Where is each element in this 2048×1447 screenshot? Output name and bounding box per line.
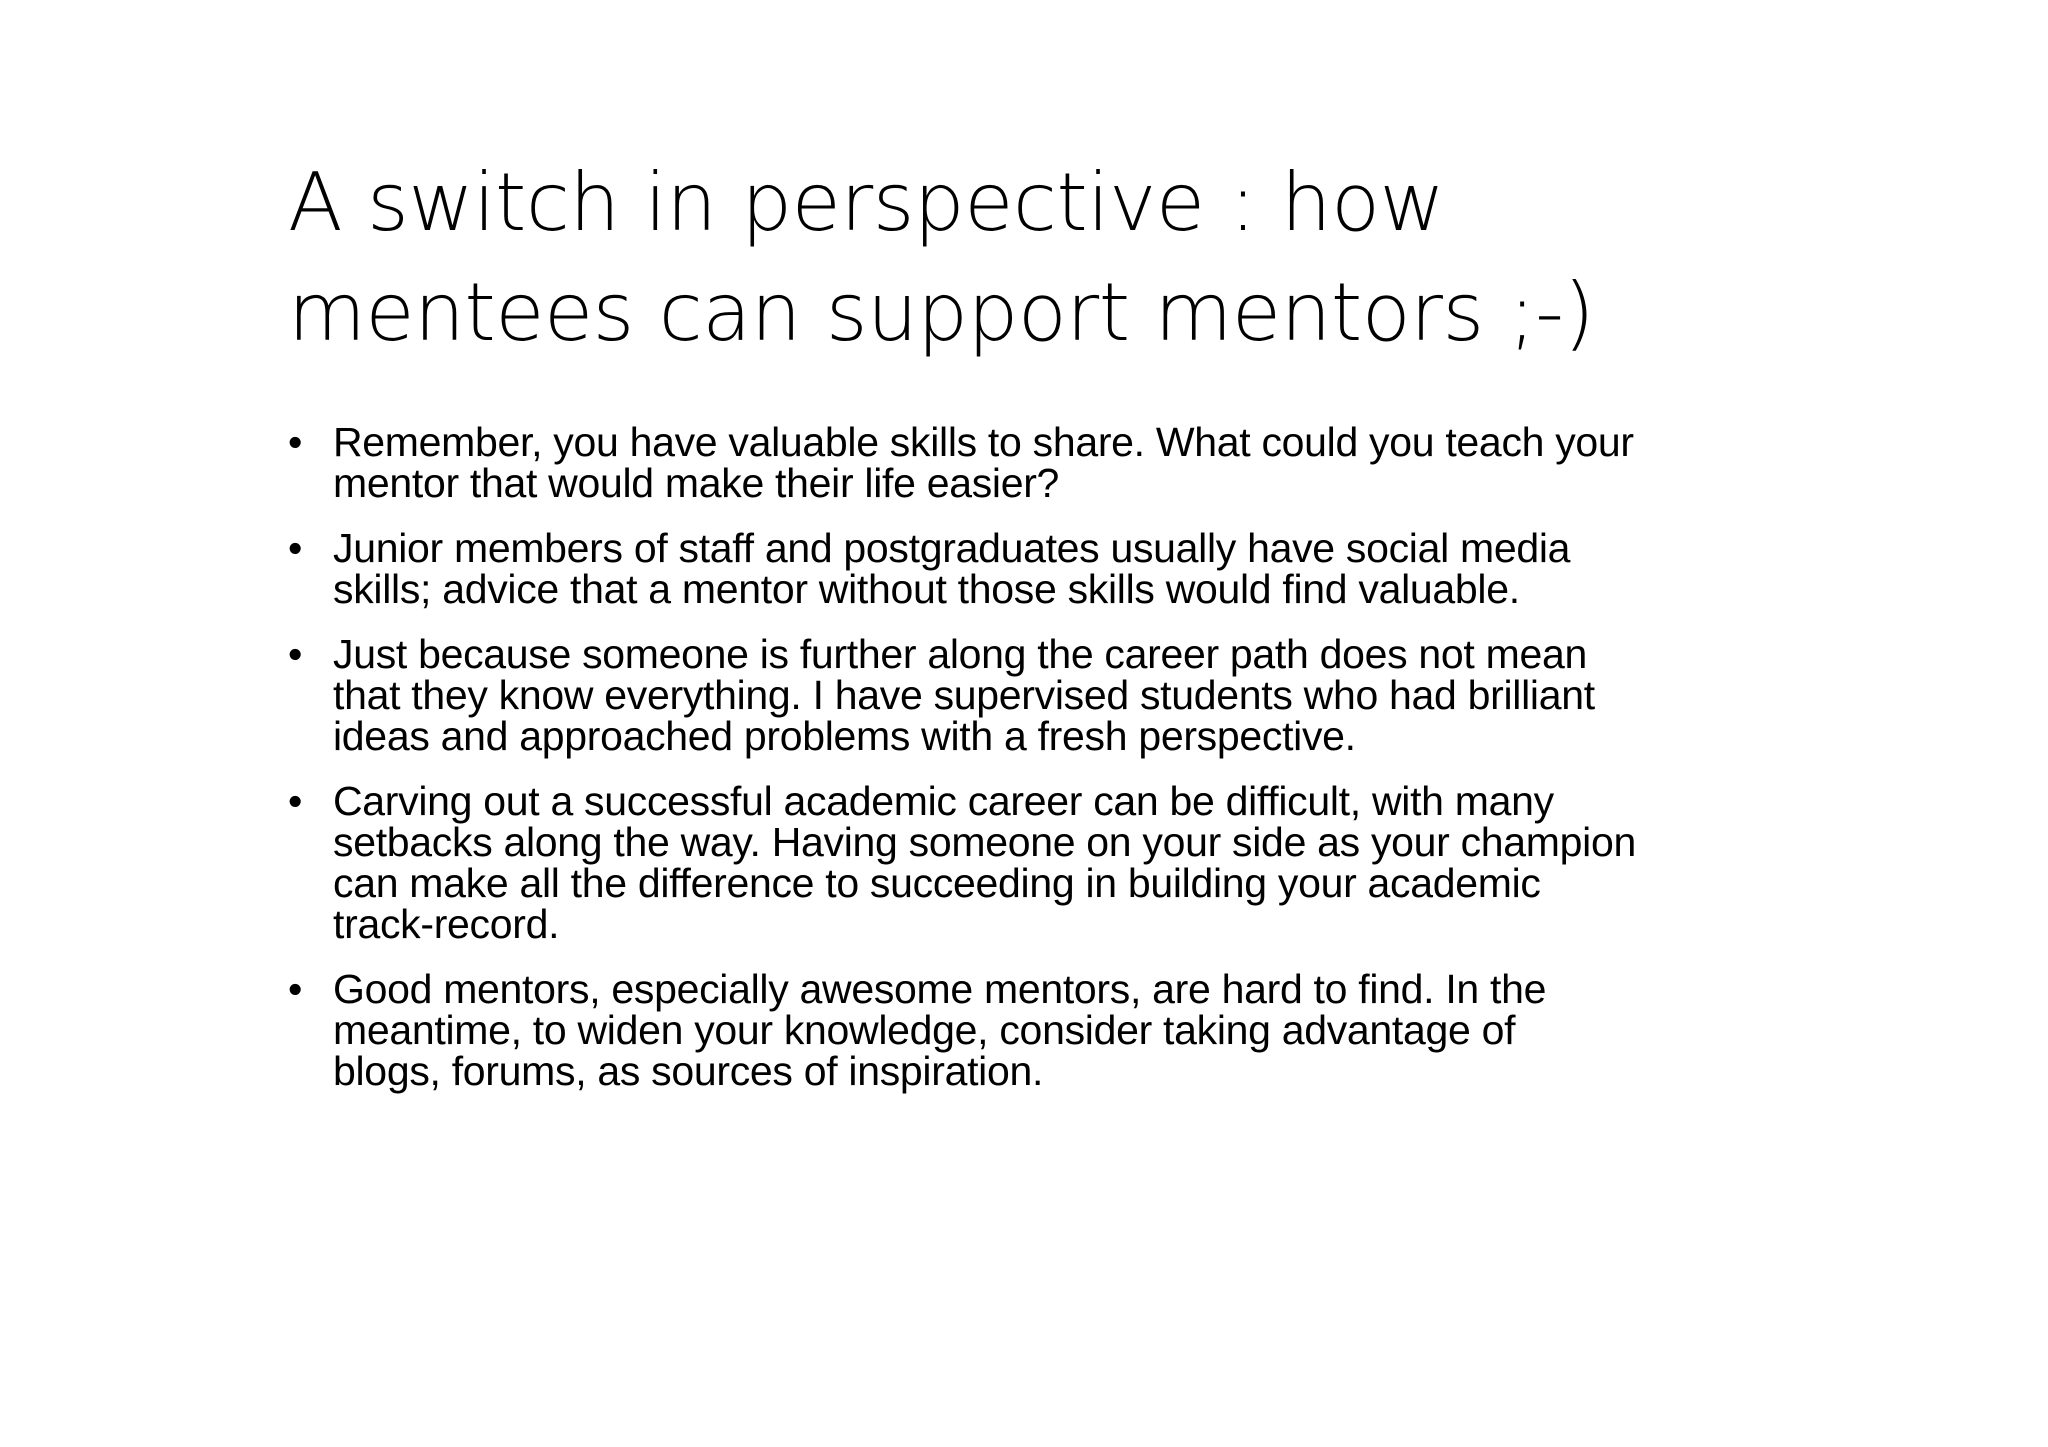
slide-title (288, 148, 1848, 368)
bullet-item (288, 419, 1788, 506)
bullet-text (333, 631, 1788, 759)
bullet-text (333, 419, 1788, 506)
bullet-line: setbacks along the way. Having someone on your side as your champion (333, 819, 1636, 865)
bullet-line: blogs, forums, as sources of inspiration. (333, 1048, 1044, 1094)
bullet-list (288, 419, 1788, 1116)
bullet-line: can make all the difference to succeeding in building your academic (333, 860, 1541, 906)
bullet-line: track-record. (333, 901, 560, 947)
bullet-line: that they know everything. I have supervised students who had brilliant (333, 672, 1595, 718)
bullet-line: mentor that would make their life easier? (333, 460, 1060, 506)
bullet-line: Carving out a successful academic career can be difficult, with many (333, 778, 1554, 824)
bullet-item (288, 778, 1788, 947)
bullet-line: meantime, to widen your knowledge, consider taking advantage of (333, 1007, 1516, 1053)
slide-title-line: A switch in perspective : how (288, 156, 1445, 249)
bullet-marker: • (288, 631, 303, 677)
bullet-item (288, 525, 1788, 612)
bullet-line: ideas and approached problems with a fresh perspective. (333, 713, 1356, 759)
bullet-marker: • (288, 525, 303, 571)
slide-title-line: mentees can support mentors ;-) (288, 266, 1595, 359)
bullet-text (333, 778, 1788, 947)
bullet-text (333, 525, 1788, 612)
bullet-marker: • (288, 419, 303, 465)
bullet-item (288, 966, 1788, 1094)
bullet-line: skills; advice that a mentor without those skills would find valuable. (333, 566, 1520, 612)
bullet-line: Good mentors, especially awesome mentors, are hard to find. In the (333, 966, 1547, 1012)
bullet-marker: • (288, 966, 303, 1012)
bullet-marker: • (288, 778, 303, 824)
bullet-item (288, 631, 1788, 759)
bullet-line: Just because someone is further along the career path does not mean (333, 631, 1587, 677)
bullet-line: Junior members of staff and postgraduates usually have social media (333, 525, 1571, 571)
bullet-line: Remember, you have valuable skills to share. What could you teach your (333, 419, 1634, 465)
bullet-text (333, 966, 1788, 1094)
